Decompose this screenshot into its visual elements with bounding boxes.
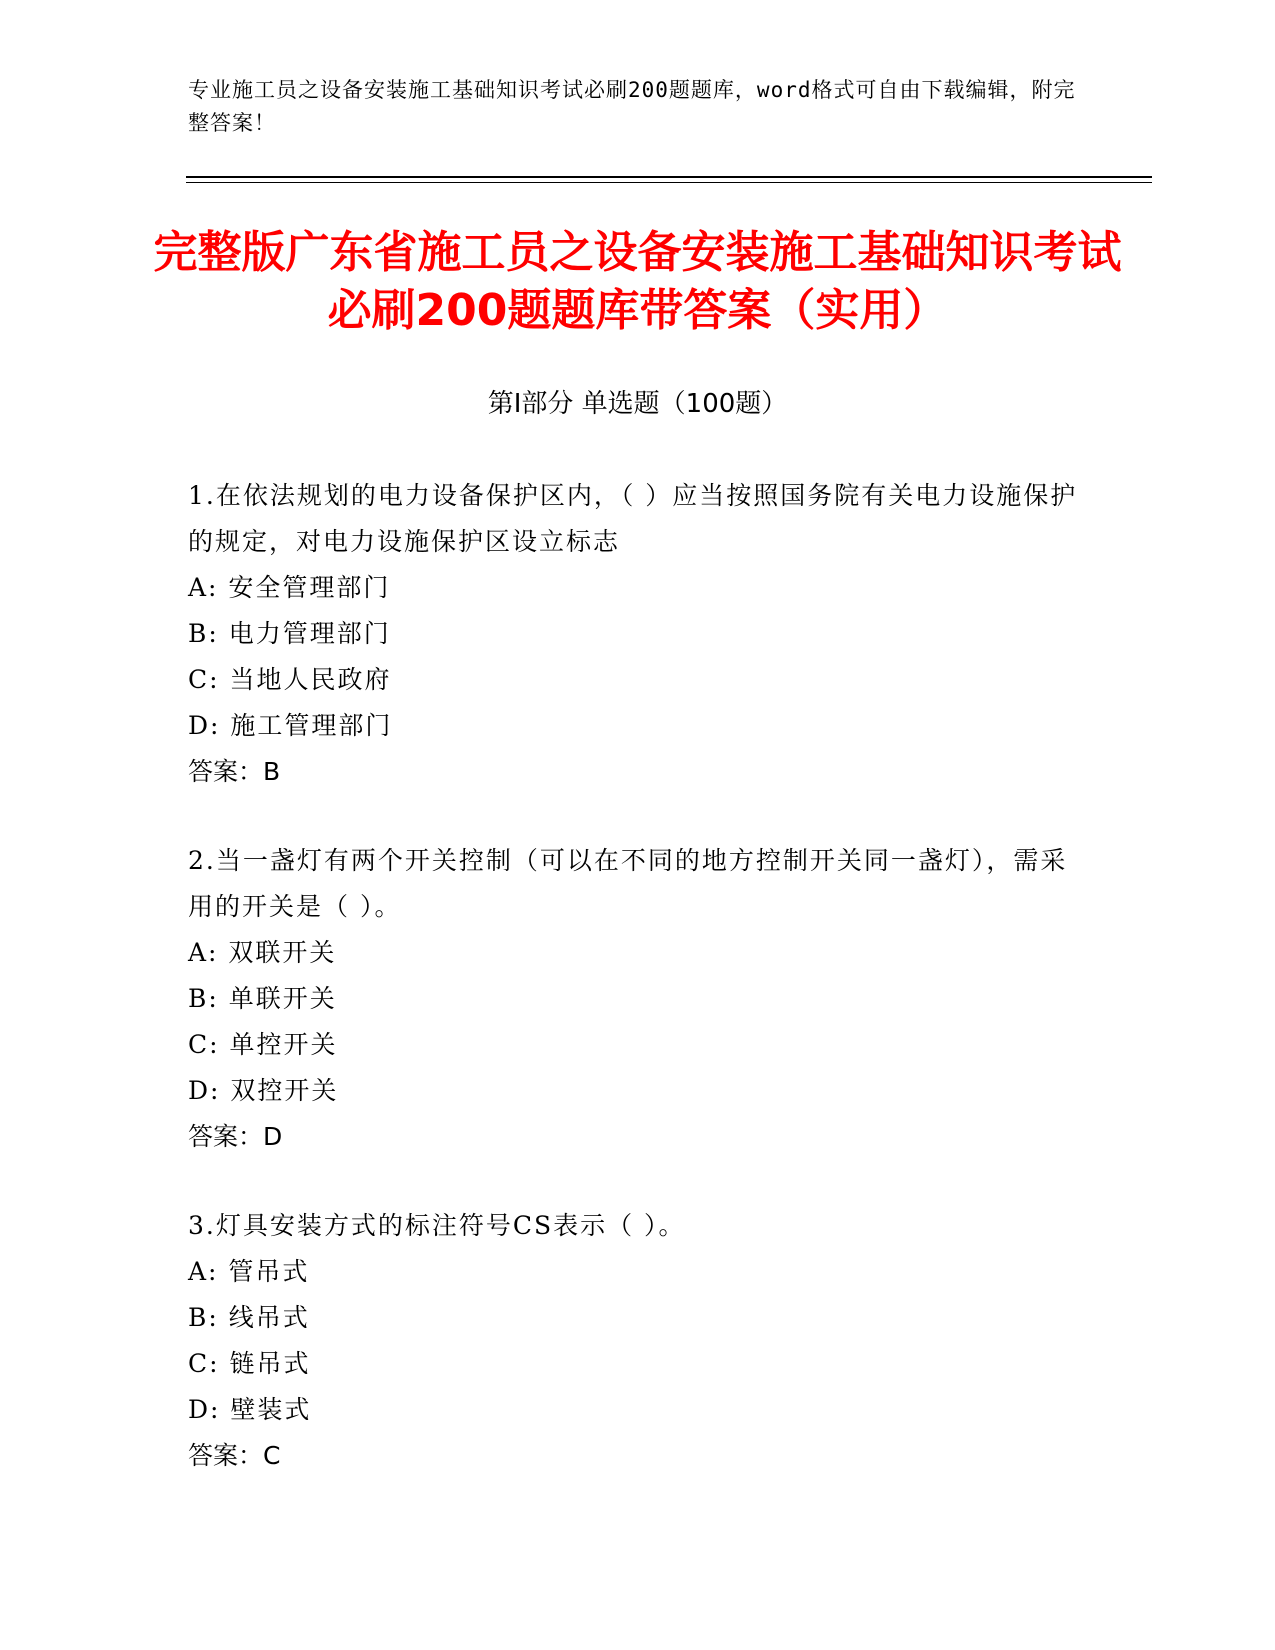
section-heading: 第I部分 单选题（100题） bbox=[487, 389, 788, 419]
option-b: B: 电力管理部门 bbox=[188, 619, 391, 648]
question-1 bbox=[188, 473, 1088, 795]
option-d: D: 双控开关 bbox=[188, 1076, 339, 1105]
option-a: A: 安全管理部门 bbox=[188, 573, 391, 602]
option-d: D: 壁装式 bbox=[188, 1395, 312, 1424]
option-d: D: 施工管理部门 bbox=[188, 711, 393, 740]
header-note: 专业施工员之设备安装施工基础知识考试必刷200题题库，word格式可自由下载编辑，附完整答案！ bbox=[188, 78, 1076, 135]
option-c: C: 链吊式 bbox=[188, 1349, 311, 1378]
option-a: A: 双联开关 bbox=[188, 938, 337, 967]
option-b: B: 线吊式 bbox=[188, 1303, 310, 1332]
question-list bbox=[188, 473, 1088, 1522]
question-3 bbox=[188, 1203, 1088, 1479]
question-2 bbox=[188, 838, 1088, 1160]
option-a: A: 管吊式 bbox=[188, 1257, 310, 1286]
header-rule-thin bbox=[186, 182, 1152, 183]
option-c: C: 单控开关 bbox=[188, 1030, 338, 1059]
option-b: B: 单联开关 bbox=[188, 984, 337, 1013]
answer: 答案：C bbox=[188, 1441, 281, 1470]
document-title: 完整版广东省施工员之设备安装施工基础知识考试必刷200题题库带答案（实用） bbox=[153, 227, 1122, 336]
answer: 答案：D bbox=[188, 1122, 283, 1151]
header-rule-thick bbox=[186, 176, 1152, 178]
question-stem: 2.当一盏灯有两个开关控制（可以在不同的地方控制开关同一盏灯），需采用的开关是（ ）。 bbox=[188, 846, 1068, 921]
question-stem: 1.在依法规划的电力设备保护区内，（ ）应当按照国务院有关电力设施保护的规定，对电力设施保护区设立标志 bbox=[188, 481, 1078, 556]
question-stem: 3.灯具安装方式的标注符号CS表示（ ）。 bbox=[188, 1211, 686, 1240]
answer: 答案：B bbox=[188, 757, 281, 786]
option-c: C: 当地人民政府 bbox=[188, 665, 392, 694]
